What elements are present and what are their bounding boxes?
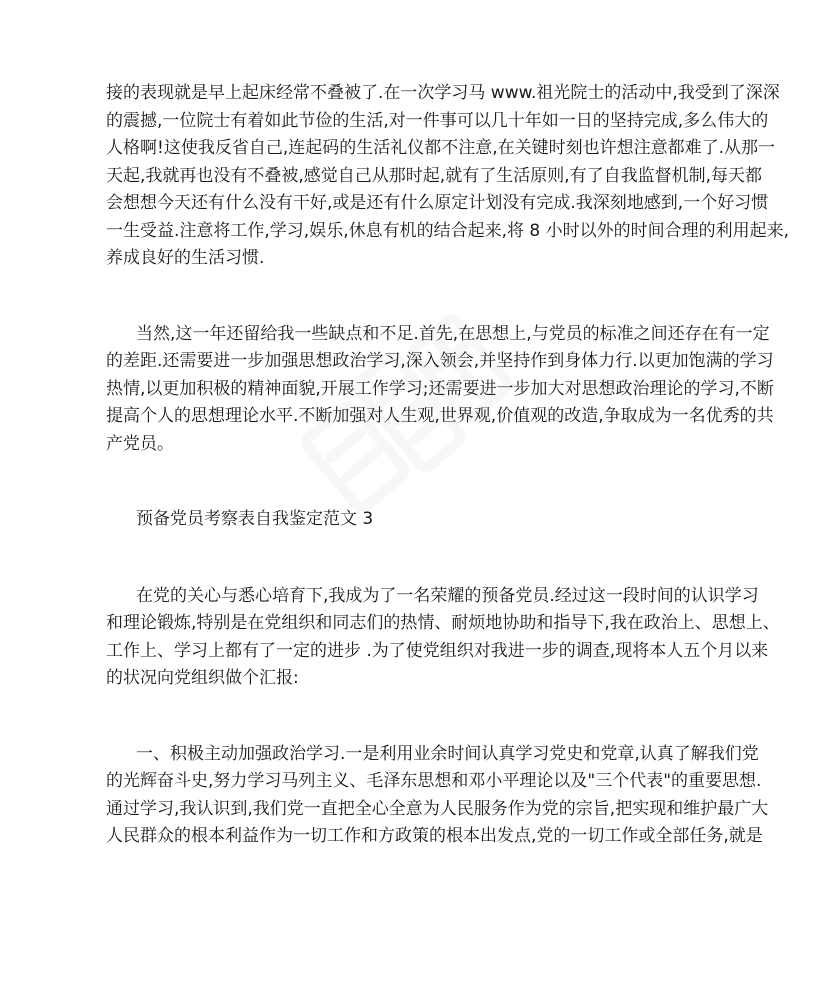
paragraph-2-line: 的差距.还需要进一步加强思想政治学习,深入领会,并坚持作到身体力行.以更加饱满的学习 bbox=[106, 351, 774, 371]
paragraph-3-line: 的状况向党组织做个汇报: bbox=[106, 668, 299, 688]
paragraph-4 bbox=[106, 741, 769, 851]
paragraph-1-line: 养成良好的生活习惯. bbox=[106, 248, 265, 268]
paragraph-3 bbox=[106, 583, 780, 693]
paragraph-2-line: 热情,以更加积极的精神面貌,开展工作学习;还需要进一步加大对思想政治理论的学习,不断 bbox=[106, 378, 774, 399]
paragraph-2-line: 提高个人的思想理论水平.不断加强对人生观,世界观,价值观的改造,争取成为一名优秀的共 bbox=[106, 406, 774, 426]
paragraph-1-line: 人格啊!这使我反省自己,连起码的生活礼仪都不注意,在关键时刻也许想注意都难了.从那一 bbox=[106, 138, 776, 158]
paragraph-1-line: 天起,我就再也没有不叠被,感觉自己从那时起,就有了生活原则,有了自我监督机制,每天都 bbox=[106, 165, 763, 186]
paragraph-3-line: 工作上、学习上都有了一定的进步 .为了使党组织对我进一步的调查,现将本人五个月以来 bbox=[106, 640, 769, 661]
document-page bbox=[106, 80, 790, 851]
paragraph-1-line: 一生受益.注意将工作,学习,娱乐,休息有机的结合起来,将 8 小时以外的时间合理的利用起来, bbox=[106, 220, 790, 241]
paragraph-2-line: 当然,这一年还留给我一些缺点和不足.首先,在思想上,与党员的标准之间还存在有一定 bbox=[136, 323, 770, 344]
paragraph-4-line: 的光辉奋斗史,努力学习马列主义、毛泽东思想和邓小平理论以及"三个代表"的重要思想. bbox=[106, 771, 762, 791]
paragraph-4-line: 一、积极主动加强政治学习.一是利用业余时间认真学习党史和党章,认真了解我们党 bbox=[136, 743, 759, 764]
paragraph-4-line: 通过学习,我认识到,我们党一直把全心全意为人民服务作为党的宗旨,把实现和维护最广大 bbox=[106, 798, 769, 819]
paragraph-4-line: 人民群众的根本利益作为一切工作和方政策的根本出发点,党的一切工作或全部任务,就是 bbox=[106, 826, 763, 846]
paragraph-2 bbox=[106, 321, 774, 459]
paragraph-1-line: 的震撼,一位院士有着如此节俭的生活,对一件事可以几十年如一日的坚持完成,多么伟大的 bbox=[106, 110, 769, 131]
paragraph-1 bbox=[106, 80, 790, 273]
paragraph-1-line: 会想想今天还有什么没有干好,或是还有什么原定计划没有完成.我深刻地感到,一个好习惯 bbox=[106, 193, 769, 213]
section-heading: 预备党员考察表自我鉴定范文 3 bbox=[136, 509, 374, 529]
paragraph-3-line: 在党的关心与悉心培育下,我成为了一名荣耀的预备党员.经过这一段时间的认识学习 bbox=[136, 585, 759, 606]
paragraph-1-line: 接的表现就是早上起床经常不叠被了.在一次学习马 www.祖光院士的活动中,我受到了深深 bbox=[106, 83, 780, 103]
paragraph-2-line: 产党员。 bbox=[106, 433, 174, 454]
paragraph-3-line: 和理论锻炼,特别是在党组织和同志们的热情、耐烦地协助和指导下,我在政治上、思想上、 bbox=[106, 613, 780, 633]
